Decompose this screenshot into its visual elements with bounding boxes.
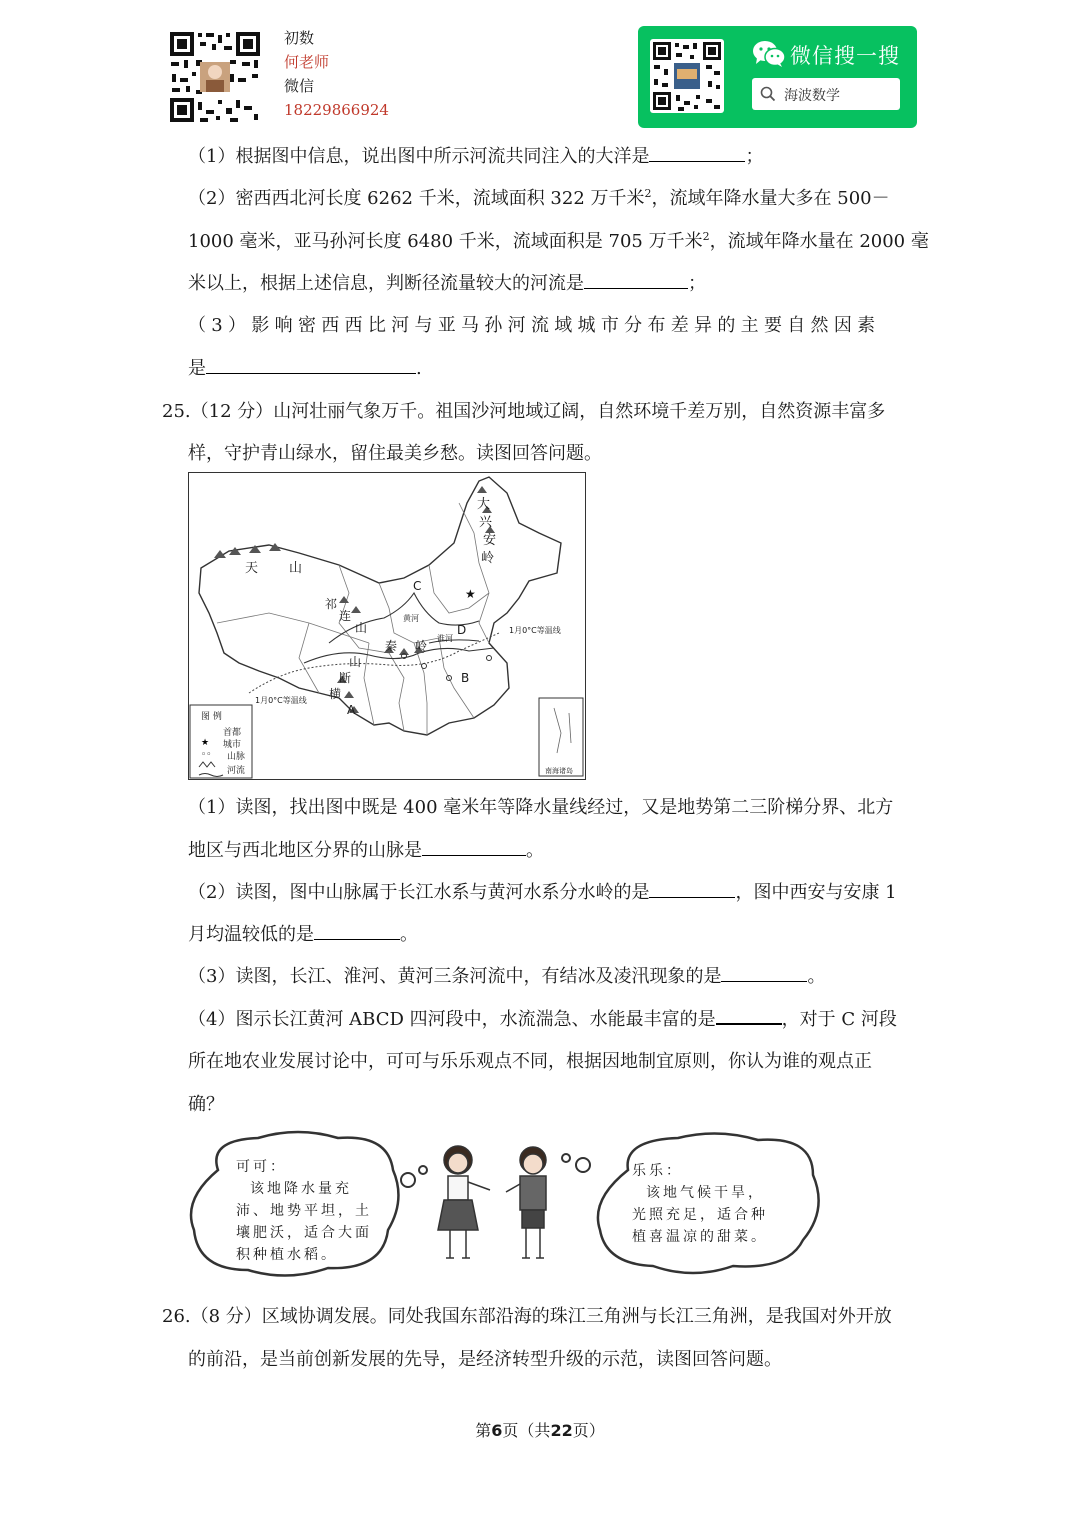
map-label-ling: 岭 — [481, 551, 495, 566]
bubble-keke — [236, 1156, 372, 1266]
svg-text:★: ★ — [201, 738, 210, 748]
bubble-keke-line: 沛、地势平坦，土 — [236, 1203, 372, 1219]
q25-title-a: 25.（12 分）山河壮丽气象万千。祖国沙河地域辽阔，自然环境千差万别，自然资源丰富多 — [162, 401, 886, 422]
q24-part2-end: ； — [688, 273, 706, 294]
map-label-shan: 山 — [289, 561, 303, 576]
answer-blank[interactable] — [649, 147, 745, 162]
qr-code-left — [168, 30, 262, 124]
map-legend-title: 图 例 — [201, 712, 222, 722]
q25-s4-line2 — [188, 1047, 872, 1073]
wechat-qr-code — [650, 39, 724, 113]
q25-s1-end: 。 — [526, 840, 544, 861]
bubble-keke-line: 壤肥沃，适合大面 — [236, 1225, 372, 1241]
contact-line-phone: 18229866924 — [284, 101, 389, 119]
q25-title-line1 — [162, 397, 885, 423]
discussion-cartoon — [188, 1130, 908, 1285]
bubble-lele-name: 乐乐： — [632, 1163, 683, 1179]
map-legend-city: 城市 — [223, 740, 242, 750]
q25-s1-text-a: （1）读图，找出图中既是 400 毫米年等降水量线经过，又是地势第二三阶梯分界、北方 — [188, 797, 894, 818]
map-label-qi: 祁 — [325, 597, 338, 611]
q25-s1-text-b: 地区与西北地区分界的山脉是 — [188, 840, 422, 861]
footer-post: 页） — [572, 1421, 605, 1440]
map-legend-river: 河流 — [227, 766, 246, 776]
map-label-da: 大 — [477, 497, 491, 512]
q25-s1-line2 — [188, 836, 544, 862]
map-label-shan2: 山 — [355, 621, 368, 635]
map-label-tian: 天 — [245, 561, 259, 576]
map-label-lian: 连 — [339, 609, 352, 623]
q24-part2-line2 — [188, 227, 929, 253]
q24-part2-line3 — [188, 269, 706, 295]
q25-s3-end: 。 — [807, 966, 826, 987]
q25-s2-text-a: （2）读图，图中山脉属于长江水系与黄河水系分水岭的是 — [188, 882, 650, 903]
answer-blank[interactable] — [721, 967, 807, 982]
q25-s2-end: 。 — [400, 924, 418, 945]
q26-line2 — [188, 1345, 782, 1371]
contact-line-subject: 初数 — [284, 29, 315, 47]
answer-blank[interactable] — [206, 359, 416, 374]
q24-part2-text-c: 1000 毫米，亚马孙河长度 6480 千米，流域面积是 705 万千米 — [188, 231, 703, 252]
map-label-huaihe: 淮河 — [437, 634, 453, 643]
wechat-search-text: 海波数学 — [784, 88, 840, 104]
bubble-lele — [632, 1160, 768, 1248]
q26-text-a: 26.（8 分）区域协调发展。同处我国东部沿海的珠江三角洲与长江三角洲，是我国对外开放 — [162, 1306, 892, 1327]
map-label-isotherm-east: 1月0°C等温线 — [509, 626, 561, 635]
map-legend-capital: 首都 — [223, 728, 242, 738]
map-label-isotherm-west: 1月0°C等温线 — [255, 696, 307, 705]
q25-s4-text-b: 所在地农业发展讨论中，可可与乐乐观点不同，根据因地制宜原则，你认为谁的观点正 — [188, 1051, 872, 1072]
contact-line-wechat: 微信 — [284, 77, 315, 95]
map-label-c: C — [413, 579, 422, 593]
map-label-an: 安 — [483, 533, 497, 548]
q25-s3-text: （3）读图，长江、淮河、黄河三条河流中，有结冰及凌汛现象的是 — [188, 966, 722, 987]
answer-blank[interactable] — [584, 274, 688, 289]
contact-info — [284, 26, 389, 122]
wechat-card-title: 微信搜一搜 — [790, 44, 900, 68]
footer-mid: 页（共 — [502, 1421, 551, 1440]
q25-s4-text-c: 确？ — [188, 1094, 224, 1115]
footer-page: 6 — [491, 1421, 503, 1440]
answer-blank[interactable] — [422, 841, 526, 856]
q24-part1-end: ； — [745, 146, 764, 167]
page-number — [0, 1418, 1080, 1441]
q25-s2-line1 — [188, 878, 897, 904]
footer-pre: 第 — [475, 1421, 492, 1440]
map-label-shan3: 山 — [349, 655, 362, 669]
superscript: 2 — [644, 187, 652, 200]
q25-title-line2 — [188, 439, 602, 465]
q25-s2-line2 — [188, 920, 418, 946]
bubble-keke-line: 该地降水量充 — [250, 1181, 352, 1197]
q24-part1-text: （1）根据图中信息，说出图中所示河流共同注入的大洋是 — [188, 146, 650, 167]
q24-part3-end: . — [416, 358, 422, 379]
q26-text-b: 的前沿，是当前创新发展的先导，是经济转型升级的示范，读图回答问题。 — [188, 1349, 782, 1370]
map-label-heng: 横 — [329, 687, 342, 701]
q25-s4-text-a-end: ，对于 C 河段 — [781, 1009, 897, 1030]
wechat-search-card[interactable] — [638, 26, 917, 128]
map-label-a: A — [347, 703, 356, 717]
bubble-keke-line: 积种植水稻。 — [236, 1247, 338, 1263]
bubble-lele-line: 光照充足，适合种 — [632, 1207, 768, 1223]
map-label-huanghe: 黄河 — [403, 614, 419, 623]
q24-part3-text-a: （3）影响密西西比河与亚马孙河流域城市分布差异的主要自然因素 — [188, 315, 881, 336]
answer-blank[interactable] — [716, 1009, 782, 1025]
bubble-keke-name: 可可： — [236, 1159, 287, 1175]
bubble-lele-line: 该地气候干旱， — [646, 1185, 765, 1201]
footer-total: 22 — [550, 1421, 573, 1440]
wechat-search-box[interactable] — [752, 78, 900, 110]
q24-part2-text-e: 米以上，根据上述信息，判断径流量较大的河流是 — [188, 273, 584, 294]
answer-blank[interactable] — [314, 925, 400, 940]
wechat-logo-icon — [752, 40, 786, 68]
q24-part1 — [188, 142, 763, 168]
q24-part2-text-d: ，流域年降水量在 2000 毫 — [709, 231, 929, 252]
map-label-xing: 兴 — [479, 515, 493, 530]
q25-title-b: 样，守护青山绿水，留住最美乡愁。读图回答问题。 — [188, 443, 602, 464]
q25-s4-line3 — [188, 1090, 224, 1116]
bubble-lele-line: 植喜温凉的甜菜。 — [632, 1229, 768, 1245]
superscript: 2 — [702, 230, 710, 243]
china-map — [188, 472, 586, 780]
q25-s1-line1 — [188, 793, 893, 819]
map-inset-label: 南海诸岛 — [545, 767, 573, 775]
map-label-ling2: 岭 — [415, 639, 428, 653]
q25-s4-text-a: （4）图示长江黄河 ABCD 四河段中，水流湍急、水能最丰富的是 — [188, 1009, 716, 1030]
svg-text:★: ★ — [465, 587, 476, 601]
map-label-duan: 断 — [339, 671, 352, 685]
q25-s4-line1 — [188, 1005, 897, 1031]
svg-text:◦◦: ◦◦ — [201, 750, 212, 760]
q25-s3-line — [188, 962, 825, 988]
contact-line-teacher: 何老师 — [284, 53, 330, 71]
q25-s2-text-b: 月均温较低的是 — [188, 924, 314, 945]
q24-part2-line1 — [188, 184, 890, 210]
map-label-b: B — [461, 671, 470, 685]
map-legend-mountain: 山脉 — [227, 752, 246, 762]
q24-part3-line1 — [188, 311, 880, 337]
q24-part2-text-a: （2）密西西北河长度 6262 千米，流域面积 322 万千米 — [188, 188, 645, 209]
answer-blank[interactable] — [649, 883, 735, 898]
map-label-d: D — [457, 623, 467, 637]
q25-s2-text-a-end: ，图中西安与安康 1 — [735, 882, 897, 903]
q24-part2-text-b: ，流域年降水量大多在 500－ — [651, 188, 890, 209]
search-icon — [760, 86, 776, 102]
map-label-qin: 秦 — [385, 639, 398, 653]
q24-part3-text-b: 是 — [188, 358, 206, 379]
q26-line1 — [162, 1302, 892, 1328]
q24-part3-line2 — [188, 354, 422, 380]
